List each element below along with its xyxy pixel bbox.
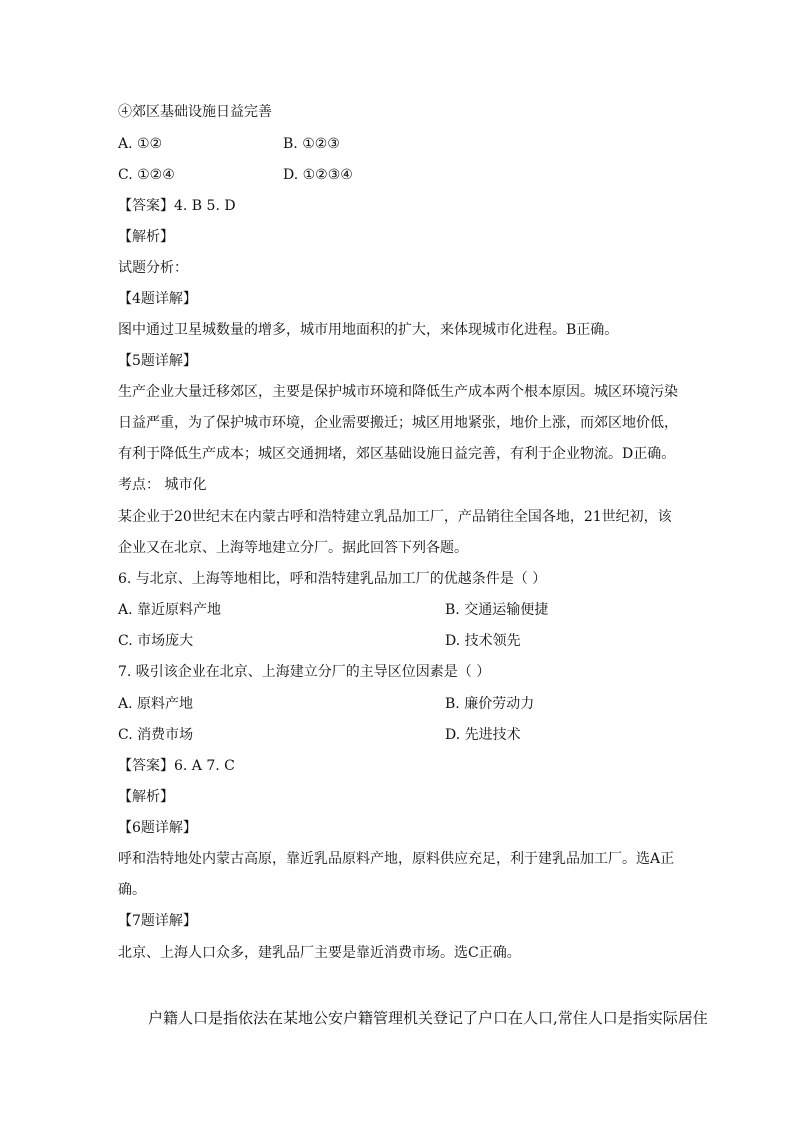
q7-stem: 7. 吸引该企业在北京、上海建立分厂的主导区位因素是（ ） (118, 664, 491, 680)
q5-option-4: ④郊区基础设施日益完善 (118, 104, 272, 120)
q5-detail-line: 生产企业大量迁移郊区，主要是保护城市环境和降低生产成本两个根本原因。城区环境污染 (118, 384, 678, 400)
q6-option-c: C. 市场庞大 (118, 633, 194, 649)
q6-detail-line: 确。 (118, 882, 146, 898)
q5-option-c: C. ①②④ (118, 167, 175, 183)
q4-detail-title: 【4题详解】 (118, 291, 197, 307)
analysis-heading-4-5: 【解析】 (118, 229, 174, 245)
answer-6-7: 【答案】6. A 7. C (118, 758, 235, 774)
next-passage-line: 户籍人口是指依法在某地公安户籍管理机关登记了户口在人口,常住人口是指实际居住 (148, 1009, 708, 1027)
q7-detail-title: 【7题详解】 (118, 913, 197, 929)
q6-detail-line: 呼和浩特地处内蒙古高原，靠近乳品原料产地，原料供应充足，利于建乳品加工厂。选A正 (118, 851, 675, 867)
q5-option-b: B. ①②③ (283, 136, 340, 152)
analysis-intro: 试题分析： (118, 260, 188, 276)
kaodian-label: 考点： 城市化 (118, 477, 207, 493)
q6-option-d: D. 技术领先 (445, 633, 521, 649)
q6-option-b: B. 交通运输便捷 (445, 602, 549, 618)
q6-stem: 6. 与北京、上海等地相比，呼和浩特建乳品加工厂的优越条件是（ ） (118, 571, 547, 587)
answer-4-5: 【答案】4. B 5. D (118, 198, 236, 214)
q6-detail-title: 【6题详解】 (118, 820, 197, 836)
passage-line: 某企业于20世纪末在内蒙古呼和浩特建立乳品加工厂，产品销往全国各地，21世纪初，该 (118, 509, 672, 525)
q5-option-a: A. ①② (118, 136, 163, 152)
analysis-heading-6-7: 【解析】 (118, 789, 174, 805)
q7-option-a: A. 原料产地 (118, 696, 194, 712)
q7-option-c: C. 消费市场 (118, 727, 194, 743)
q7-detail-text: 北京、上海人口众多，建乳品厂主要是靠近消费市场。选C正确。 (118, 945, 521, 961)
q5-option-d: D. ①②③④ (283, 167, 353, 183)
q4-detail-text: 图中通过卫星城数量的增多，城市用地面积的扩大，来体现城市化进程。B正确。 (118, 322, 619, 338)
q7-option-d: D. 先进技术 (445, 727, 521, 743)
q5-detail-title: 【5题详解】 (118, 353, 197, 369)
q5-detail-line: 日益严重，为了保护城市环境，企业需要搬迁；城区用地紧张，地价上涨，而郊区地价低， (118, 415, 678, 431)
q5-detail-line: 有利于降低生产成本；城区交通拥堵，郊区基础设施日益完善，有利于企业物流。D正确。 (118, 446, 676, 462)
passage-line: 企业又在北京、上海等地建立分厂。据此回答下列各题。 (118, 540, 468, 556)
q7-option-b: B. 廉价劳动力 (445, 696, 535, 712)
q6-option-a: A. 靠近原料产地 (118, 602, 222, 618)
